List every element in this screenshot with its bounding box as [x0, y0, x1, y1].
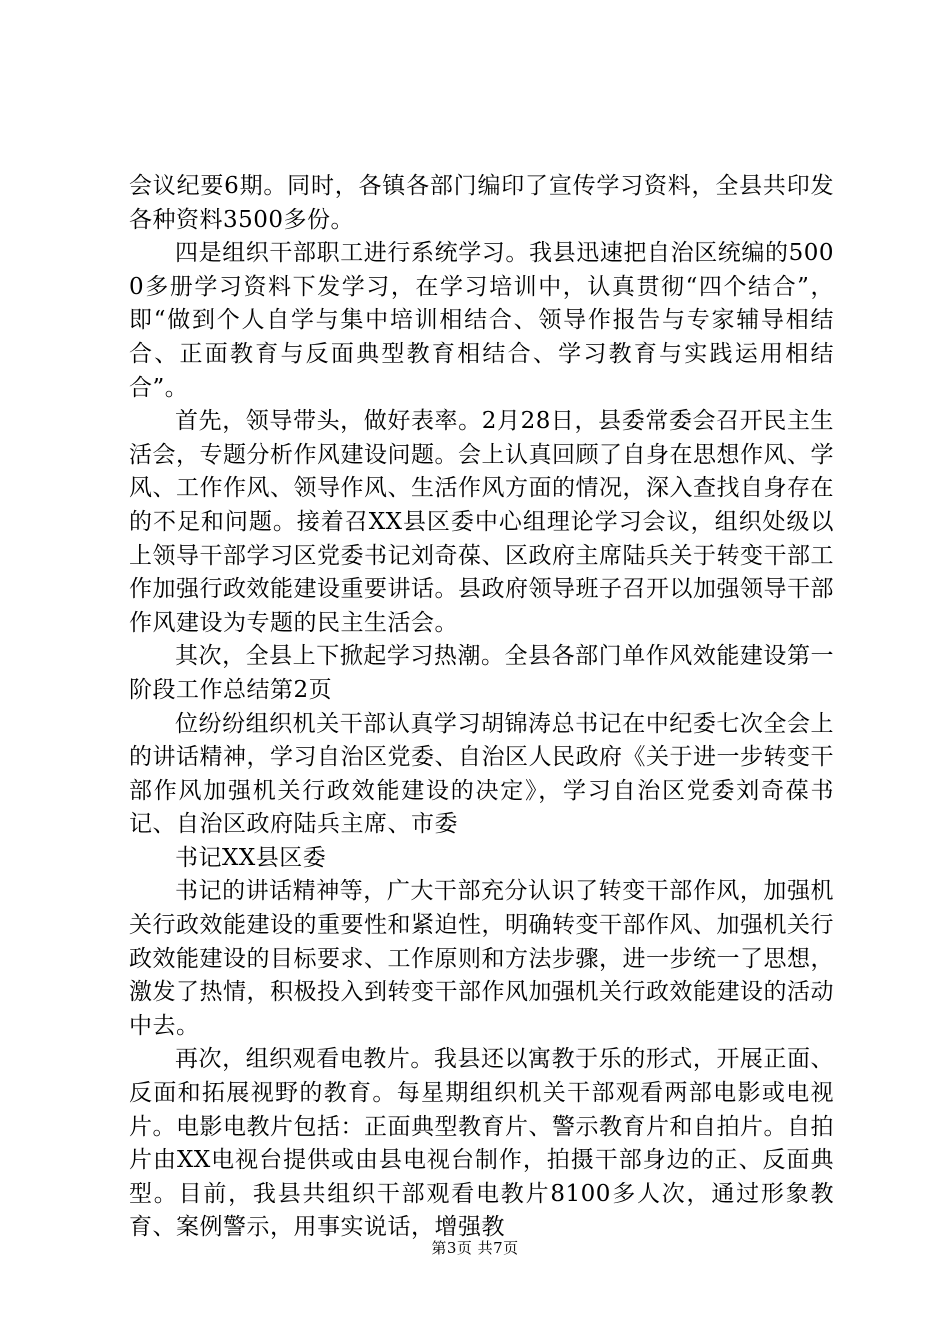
paragraph-leaders-first: 首先，领导带头，做好表率。2月28日，县委常委会召开民主生活会，专题分析作风建设问题。会上认真回顾了自身在思想作风、学风、工作作风、领导作风、生活作风方面的情况，深入查找自身存在的不足和问题。接着召XX县区委中心组理论学习会议，组织处级以上领导干部学习区党委书记刘奇葆、区政府主席陆兵关于转变干部工作加强行政效能建设重要讲话。县政府领导班子召开以加强领导干部作风建设为专题的民主生活会。 — [129, 408, 834, 636]
paragraph-units-study: 位纷纷组织机关干部认真学习胡锦涛总书记在中纪委七次全会上的讲话精神，学习自治区党委、自治区人民政府《关于进一步转变干部作风加强机关行政效能建设的决定》，学习自治区党委刘奇葆书记、自治区政府陆兵主席、市委 — [129, 710, 834, 838]
page-footer: 第3页 共7页 — [431, 1239, 519, 1257]
document-body — [129, 170, 834, 1245]
paragraph-study-wave: 其次，全县上下掀起学习热潮。全县各部门单作风效能建设第一阶段工作总结第2页 — [129, 643, 834, 703]
paragraph-speech-spirit: 书记的讲话精神等，广大干部充分认识了转变干部作风，加强机关行政效能建设的重要性和紧迫性，明确转变干部作风、加强机关行政效能建设的目标要求、工作原则和方法步骤，进一步统一了思想，激发了热情，积极投入到转变干部作风加强机关行政效能建设的活动中去。 — [129, 878, 834, 1039]
paragraph-study-system: 四是组织干部职工进行系统学习。我县迅速把自治区统编的5000多册学习资料下发学习，在学习培训中，认真贯彻“四个结合”，即“做到个人自学与集中培训相结合、领导作报告与专家辅导相结合、正面教育与反面典型教育相结合、学习教育与实践运用相结合”。 — [129, 240, 834, 401]
paragraph-secretary-line: 书记XX县区委 — [175, 844, 327, 871]
paragraph-continued: 会议纪要6期。同时，各镇各部门编印了宣传学习资料，全县共印发各种资料3500多份。 — [129, 173, 834, 233]
paragraph-education-films: 再次，组织观看电教片。我县还以寓教于乐的形式，开展正面、反面和拓展视野的教育。每星期组织机关干部观看两部电影或电视片。电影电教片包括：正面典型教育片、警示教育片和自拍片。自拍片由XX电视台提供或由县电视台制作，拍摄干部身边的正、反面典型。目前，我县共组织干部观看电教片8100多人次，通过形象教育、案例警示，用事实说话，增强教 — [129, 1046, 834, 1241]
